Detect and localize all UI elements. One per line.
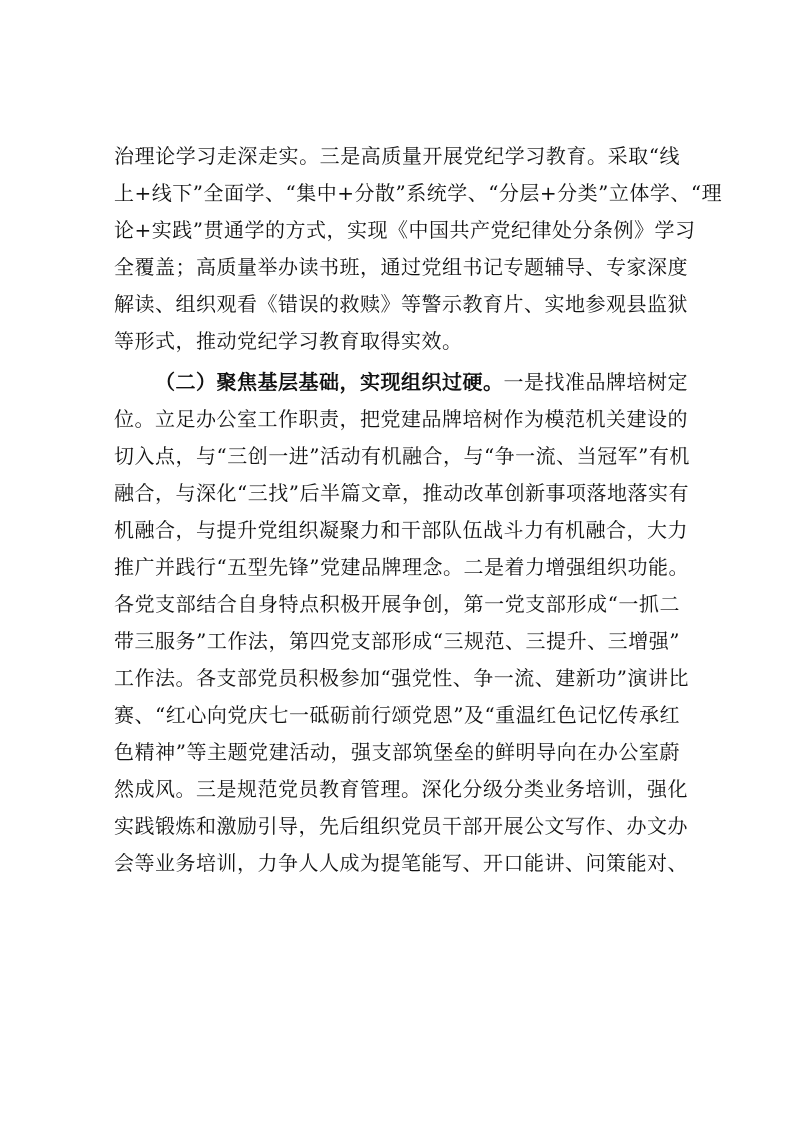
text-line-1: 治理论学习走深走实。三是高质量开展党纪学习教育。采取“线 <box>114 144 680 168</box>
text-line-16: 赛、“红心向党庆七一砥砺前行颂党恩”及“重温红色记忆传承红 <box>114 703 680 727</box>
text-line-11: 机融合，与提升党组织凝聚力和干部队伍战斗力有机融合，大力 <box>114 518 688 542</box>
text-line-4: 全覆盖；高质量举办读书班，通过党组书记专题辅导、专家深度 <box>114 255 688 279</box>
text-line-13: 各党支部结合自身特点积极开展争创，第一党支部形成“一抓二 <box>114 592 680 616</box>
text-line-5: 解读、组织观看《错误的救赎》等警示教育片、实地参观县监狱 <box>114 292 688 316</box>
text-line-17: 色精神”等主题党建活动，强支部筑堡垒的鲜明导向在办公室蔚 <box>114 740 680 764</box>
text-line-9: 切入点，与“三创一进”活动有机融合，与“争一流、当冠军”有机 <box>114 444 690 468</box>
text-line-15: 工作法。各支部党员积极参加“强党性、争一流、建新功”演讲比 <box>114 666 689 690</box>
text-line-20: 会等业务培训，力争人人成为提笔能写、开口能讲、问策能对、 <box>114 851 688 875</box>
text-line-10: 融合，与深化“三找”后半篇文章，推动改革创新事项落地落实有 <box>114 481 689 505</box>
text-line-8: 位。立足办公室工作职责，把党建品牌培树作为模范机关建设的 <box>114 407 688 431</box>
text-line-18: 然成风。三是规范党员教育管理。深化分级分类业务培训，强化 <box>114 777 688 801</box>
text-line-19: 实践锻炼和激励引导，先后组织党员干部开展公文写作、办文办 <box>114 814 688 838</box>
section-heading: （二）聚焦基层基础，实现组织过硬。 <box>155 370 504 394</box>
section-heading-line <box>155 364 688 400</box>
text-line-6: 等形式，推动党纪学习教育取得实效。 <box>114 329 463 353</box>
text-line-14: 带三服务”工作法，第四党支部形成“三规范、三提升、三增强” <box>114 629 680 653</box>
text-line-3: 论+实践”贯通学的方式，实现《中国共产党纪律处分条例》学习 <box>114 218 696 242</box>
section-heading-continuation: 一是找准品牌培树定 <box>503 370 688 394</box>
text-line-2: 上+线下”全面学、“集中+分散”系统学、“分层+分类”立体学、“理 <box>114 181 723 205</box>
text-line-12: 推广并践行“五型先锋”党建品牌理念。二是着力增强组织功能。 <box>114 555 689 579</box>
